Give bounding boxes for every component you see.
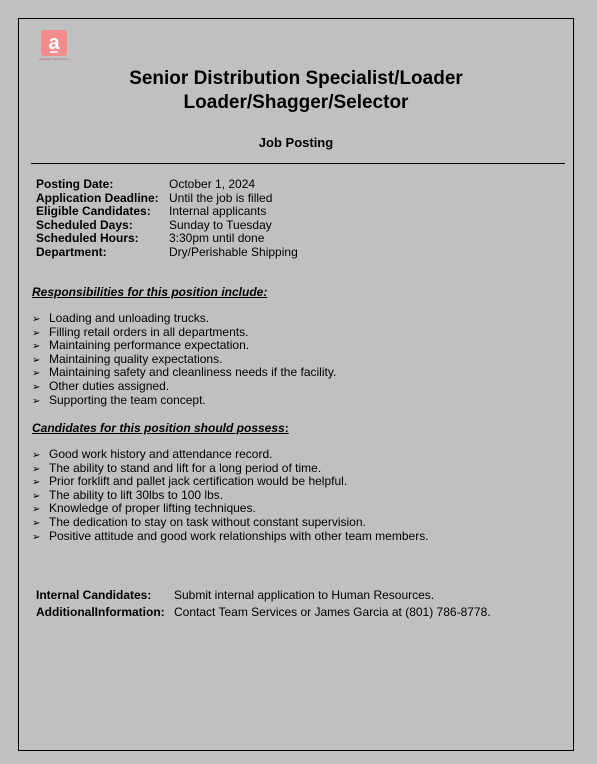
list-item-text: The dedication to stay on task without constant supervision. bbox=[49, 514, 366, 529]
page-title bbox=[19, 67, 573, 115]
detail-value: Internal applicants bbox=[169, 204, 267, 219]
info-label: AdditionalInformation: bbox=[36, 605, 165, 619]
responsibilities-heading: Responsibilities for this position include: bbox=[32, 285, 268, 299]
list-item-text: Prior forklift and pallet jack certification would be helpful. bbox=[49, 474, 348, 489]
arrow-bullet-icon: ➢ bbox=[32, 354, 41, 366]
list-item-text: Maintaining performance expectation. bbox=[49, 338, 250, 353]
posting-details bbox=[36, 178, 298, 260]
qualifications-list bbox=[32, 448, 429, 543]
list-item bbox=[32, 353, 336, 367]
detail-value: October 1, 2024 bbox=[169, 177, 256, 191]
title-line-1: Senior Distribution Specialist/Loader bbox=[129, 68, 463, 89]
list-item bbox=[32, 502, 429, 516]
list-item bbox=[32, 530, 429, 544]
list-item bbox=[32, 394, 336, 408]
detail-row bbox=[36, 192, 298, 206]
info-row bbox=[36, 604, 491, 621]
list-item-text: Filling retail orders in all departments. bbox=[49, 324, 249, 339]
detail-label: Scheduled Hours: bbox=[36, 231, 139, 246]
logo-caption: Assistant Food Stores bbox=[39, 57, 69, 61]
arrow-bullet-icon: ➢ bbox=[32, 395, 41, 407]
company-logo bbox=[39, 30, 69, 66]
list-item-text: Positive attitude and good work relationships with other team members. bbox=[49, 528, 429, 543]
qualifications-heading bbox=[32, 421, 289, 435]
list-item bbox=[32, 489, 429, 503]
list-item bbox=[32, 448, 429, 462]
header-divider bbox=[31, 163, 565, 164]
detail-row bbox=[36, 178, 298, 192]
detail-label: Posting Date: bbox=[36, 177, 114, 191]
list-item bbox=[32, 516, 429, 530]
detail-value: 3:30pm until done bbox=[169, 231, 265, 246]
arrow-bullet-icon: ➢ bbox=[32, 368, 41, 380]
detail-label: Department: bbox=[36, 244, 107, 259]
list-item bbox=[32, 462, 429, 476]
list-item-text: Supporting the team concept. bbox=[49, 392, 206, 407]
arrow-bullet-icon: ➢ bbox=[32, 517, 41, 529]
detail-label: Application Deadline: bbox=[36, 190, 159, 205]
qualifications-heading-colon: : bbox=[284, 421, 289, 435]
list-item-text: The ability to stand and lift for a long period of time. bbox=[49, 460, 322, 475]
arrow-bullet-icon: ➢ bbox=[32, 381, 41, 393]
responsibilities-list bbox=[32, 312, 336, 407]
detail-row bbox=[36, 205, 298, 219]
application-info bbox=[36, 587, 491, 621]
list-item bbox=[32, 312, 336, 326]
info-row bbox=[36, 587, 491, 604]
detail-value: Dry/Perishable Shipping bbox=[169, 244, 298, 259]
detail-label: Scheduled Days: bbox=[36, 217, 133, 232]
detail-row bbox=[36, 232, 298, 246]
list-item bbox=[32, 326, 336, 340]
arrow-bullet-icon: ➢ bbox=[32, 463, 41, 475]
list-item-text: Maintaining quality expectations. bbox=[49, 351, 223, 366]
title-line-2: Loader/Shagger/Selector bbox=[183, 92, 409, 113]
detail-value: Sunday to Tuesday bbox=[169, 217, 272, 232]
info-value: Contact Team Services or James Garcia at (801) 786-8778. bbox=[174, 605, 491, 619]
arrow-bullet-icon: ➢ bbox=[32, 531, 41, 543]
list-item-text: Maintaining safety and cleanliness needs if the facility. bbox=[49, 365, 337, 380]
list-item bbox=[32, 366, 336, 380]
detail-value: Until the job is filled bbox=[169, 190, 273, 205]
list-item-text: Other duties assigned. bbox=[49, 378, 170, 393]
arrow-bullet-icon: ➢ bbox=[32, 490, 41, 502]
info-value: Submit internal application to Human Resources. bbox=[174, 588, 435, 602]
list-item-text: The ability to lift 30lbs to 100 lbs. bbox=[49, 487, 224, 502]
svg-text:a: a bbox=[48, 32, 60, 54]
letter-a-logo-icon bbox=[41, 30, 67, 56]
arrow-bullet-icon: ➢ bbox=[32, 477, 41, 489]
detail-row bbox=[36, 219, 298, 233]
document-subtitle: Job Posting bbox=[258, 135, 334, 150]
info-label: Internal Candidates: bbox=[36, 588, 152, 602]
arrow-bullet-icon: ➢ bbox=[32, 314, 41, 325]
detail-label: Eligible Candidates: bbox=[36, 204, 151, 219]
arrow-bullet-icon: ➢ bbox=[32, 327, 41, 339]
list-item-text: Good work history and attendance record. bbox=[49, 447, 273, 461]
list-item-text: Loading and unloading trucks. bbox=[49, 311, 210, 325]
list-item bbox=[32, 475, 429, 489]
arrow-bullet-icon: ➢ bbox=[32, 504, 41, 516]
list-item-text: Knowledge of proper lifting techniques. bbox=[49, 501, 256, 516]
arrow-bullet-icon: ➢ bbox=[32, 450, 41, 461]
qualifications-heading-text: Candidates for this position should possess bbox=[32, 421, 285, 435]
list-item bbox=[32, 380, 336, 394]
arrow-bullet-icon: ➢ bbox=[32, 341, 41, 353]
list-item bbox=[32, 339, 336, 353]
job-posting-document bbox=[18, 18, 574, 751]
detail-row bbox=[36, 246, 298, 260]
